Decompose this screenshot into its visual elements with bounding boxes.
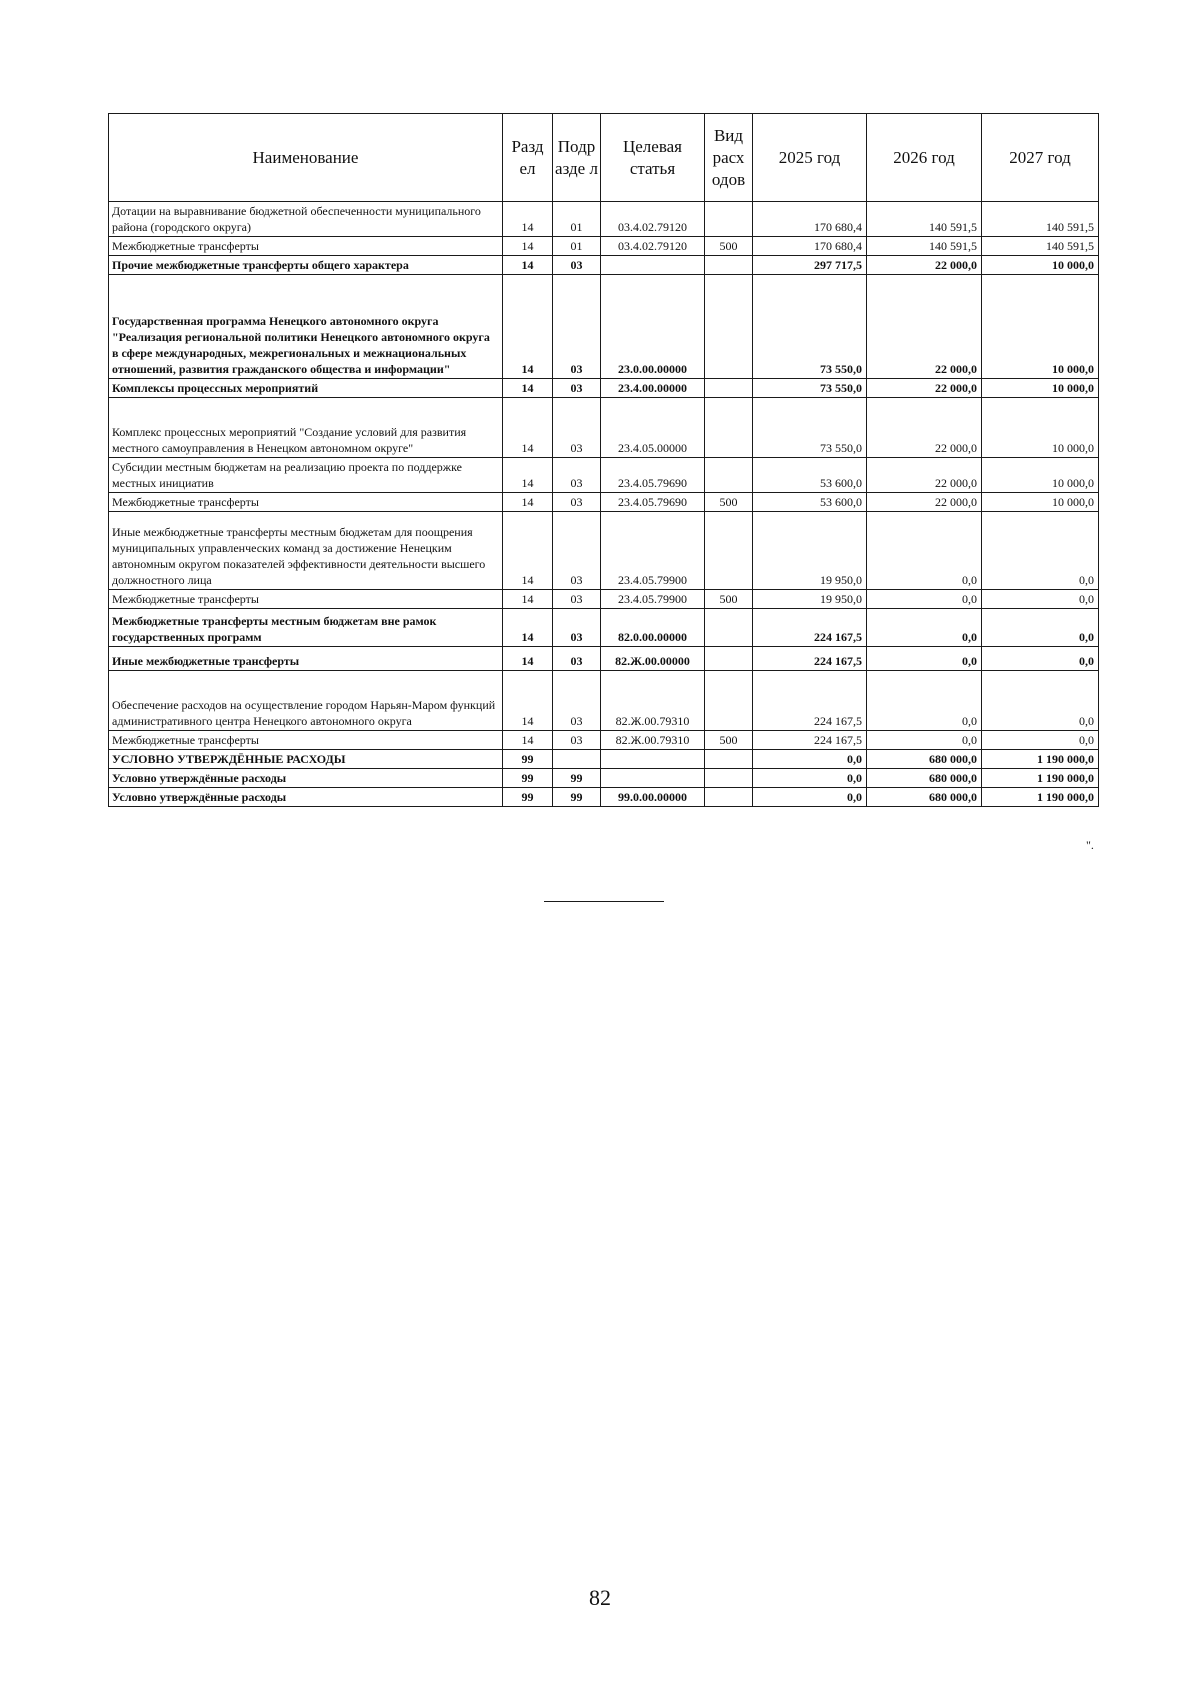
row-name: Межбюджетные трансферты	[109, 493, 503, 512]
row-amount-2025: 224 167,5	[753, 647, 867, 671]
row-expense-type	[705, 202, 753, 237]
row-amount-2027: 0,0	[982, 731, 1099, 750]
row-amount-2027: 1 190 000,0	[982, 788, 1099, 807]
row-target: 99.0.00.00000	[601, 788, 705, 807]
header-row	[109, 114, 1099, 202]
header-name: Наименование	[109, 114, 503, 202]
row-subsection: 03	[553, 398, 601, 458]
row-amount-2025: 73 550,0	[753, 379, 867, 398]
row-amount-2025: 224 167,5	[753, 671, 867, 731]
header-subsection: Подр азде л	[553, 114, 601, 202]
row-target: 23.4.05.00000	[601, 398, 705, 458]
budget-table	[108, 113, 1099, 807]
row-amount-2026: 680 000,0	[867, 788, 982, 807]
row-amount-2027: 10 000,0	[982, 379, 1099, 398]
row-section: 14	[503, 493, 553, 512]
table-row	[109, 379, 1099, 398]
row-name: Межбюджетные трансферты	[109, 590, 503, 609]
row-amount-2027: 140 591,5	[982, 237, 1099, 256]
table-row	[109, 458, 1099, 493]
row-section: 99	[503, 788, 553, 807]
row-amount-2025: 170 680,4	[753, 202, 867, 237]
row-subsection: 03	[553, 671, 601, 731]
table-row	[109, 256, 1099, 275]
row-subsection	[553, 750, 601, 769]
row-target: 82.0.00.00000	[601, 609, 705, 647]
row-name: Дотации на выравнивание бюджетной обеспеченности муниципального района (городского округа)	[109, 202, 503, 237]
page-number: 82	[589, 1585, 611, 1610]
row-amount-2027: 140 591,5	[982, 202, 1099, 237]
row-amount-2025: 73 550,0	[753, 398, 867, 458]
row-section: 14	[503, 512, 553, 590]
row-expense-type	[705, 512, 753, 590]
table-row	[109, 237, 1099, 256]
row-subsection: 03	[553, 493, 601, 512]
table-row	[109, 750, 1099, 769]
row-target: 23.4.05.79690	[601, 493, 705, 512]
row-amount-2025: 170 680,4	[753, 237, 867, 256]
header-2027: 2027 год	[982, 114, 1099, 202]
row-expense-type	[705, 398, 753, 458]
row-target: 23.4.05.79900	[601, 590, 705, 609]
row-amount-2025: 0,0	[753, 769, 867, 788]
row-target: 23.4.05.79690	[601, 458, 705, 493]
row-amount-2026: 22 000,0	[867, 275, 982, 379]
row-expense-type	[705, 671, 753, 731]
row-name: Комплексы процессных мероприятий	[109, 379, 503, 398]
row-amount-2027: 0,0	[982, 647, 1099, 671]
row-target: 03.4.02.79120	[601, 237, 705, 256]
row-name: Условно утверждённые расходы	[109, 769, 503, 788]
header-expense-type: Вид расх одов	[705, 114, 753, 202]
row-amount-2025: 0,0	[753, 750, 867, 769]
row-amount-2026: 140 591,5	[867, 202, 982, 237]
row-amount-2027: 10 000,0	[982, 398, 1099, 458]
table-row	[109, 671, 1099, 731]
row-amount-2026: 0,0	[867, 731, 982, 750]
row-section: 14	[503, 398, 553, 458]
row-subsection: 03	[553, 458, 601, 493]
row-amount-2025: 53 600,0	[753, 493, 867, 512]
row-amount-2026: 22 000,0	[867, 379, 982, 398]
row-amount-2027: 10 000,0	[982, 275, 1099, 379]
table-row	[109, 398, 1099, 458]
row-amount-2026: 22 000,0	[867, 398, 982, 458]
row-name: Прочие межбюджетные трансферты общего характера	[109, 256, 503, 275]
row-amount-2026: 0,0	[867, 512, 982, 590]
row-amount-2026: 0,0	[867, 647, 982, 671]
row-subsection: 03	[553, 275, 601, 379]
table-row	[109, 731, 1099, 750]
row-amount-2025: 53 600,0	[753, 458, 867, 493]
row-name: Субсидии местным бюджетам на реализацию проекта по поддержке местных инициатив	[109, 458, 503, 493]
row-subsection: 01	[553, 237, 601, 256]
row-target	[601, 750, 705, 769]
row-expense-type	[705, 275, 753, 379]
table-row	[109, 202, 1099, 237]
row-name: Иные межбюджетные трансферты	[109, 647, 503, 671]
row-section: 14	[503, 671, 553, 731]
row-amount-2027: 10 000,0	[982, 493, 1099, 512]
row-section: 14	[503, 609, 553, 647]
row-target: 82.Ж.00.00000	[601, 647, 705, 671]
table-row	[109, 590, 1099, 609]
row-name: Комплекс процессных мероприятий "Создание условий для развития местного самоуправления в Ненецком автономном округе"	[109, 398, 503, 458]
row-amount-2025: 224 167,5	[753, 609, 867, 647]
row-section: 99	[503, 750, 553, 769]
row-name: Условно утверждённые расходы	[109, 788, 503, 807]
row-section: 14	[503, 379, 553, 398]
row-expense-type: 500	[705, 731, 753, 750]
row-amount-2027: 1 190 000,0	[982, 750, 1099, 769]
table-row	[109, 788, 1099, 807]
row-target: 23.4.05.79900	[601, 512, 705, 590]
header-2026: 2026 год	[867, 114, 982, 202]
row-amount-2026: 22 000,0	[867, 256, 982, 275]
row-amount-2027: 1 190 000,0	[982, 769, 1099, 788]
row-amount-2026: 22 000,0	[867, 493, 982, 512]
row-section: 14	[503, 590, 553, 609]
row-expense-type	[705, 379, 753, 398]
row-amount-2025: 19 950,0	[753, 590, 867, 609]
row-target: 82.Ж.00.79310	[601, 671, 705, 731]
row-expense-type	[705, 788, 753, 807]
row-amount-2025: 19 950,0	[753, 512, 867, 590]
table-row	[109, 493, 1099, 512]
table-row	[109, 275, 1099, 379]
row-amount-2026: 680 000,0	[867, 750, 982, 769]
row-amount-2026: 680 000,0	[867, 769, 982, 788]
row-name: Государственная программа Ненецкого автономного округа "Реализация региональной политики Ненецкого автономного округа в сфере международных, межрегиональных и межнациональных отношений, развития гражданского общества и информации"	[109, 275, 503, 379]
header-2025: 2025 год	[753, 114, 867, 202]
row-amount-2026: 0,0	[867, 671, 982, 731]
row-subsection: 99	[553, 769, 601, 788]
row-section: 14	[503, 731, 553, 750]
row-subsection: 99	[553, 788, 601, 807]
row-amount-2027: 0,0	[982, 590, 1099, 609]
table-row	[109, 609, 1099, 647]
row-amount-2026: 22 000,0	[867, 458, 982, 493]
row-amount-2025: 73 550,0	[753, 275, 867, 379]
row-target	[601, 769, 705, 788]
row-section: 14	[503, 256, 553, 275]
row-amount-2026: 0,0	[867, 590, 982, 609]
row-amount-2027: 10 000,0	[982, 458, 1099, 493]
row-expense-type: 500	[705, 237, 753, 256]
row-expense-type: 500	[705, 590, 753, 609]
row-section: 14	[503, 647, 553, 671]
row-expense-type	[705, 750, 753, 769]
row-section: 14	[503, 458, 553, 493]
table-row	[109, 647, 1099, 671]
header-target: Целевая статья	[601, 114, 705, 202]
row-amount-2027: 0,0	[982, 609, 1099, 647]
row-expense-type	[705, 647, 753, 671]
row-subsection: 03	[553, 512, 601, 590]
row-subsection: 03	[553, 647, 601, 671]
row-subsection: 03	[553, 256, 601, 275]
row-amount-2027: 0,0	[982, 512, 1099, 590]
row-amount-2025: 224 167,5	[753, 731, 867, 750]
row-subsection: 03	[553, 731, 601, 750]
row-expense-type	[705, 609, 753, 647]
row-expense-type	[705, 256, 753, 275]
continuation-mark: ".	[1086, 838, 1094, 852]
table-row	[109, 512, 1099, 590]
row-expense-type: 500	[705, 493, 753, 512]
row-target: 23.0.00.00000	[601, 275, 705, 379]
row-expense-type	[705, 769, 753, 788]
row-name: Обеспечение расходов на осуществление городом Нарьян-Маром функций административного центра Ненецкого автономного округа	[109, 671, 503, 731]
row-target: 03.4.02.79120	[601, 202, 705, 237]
row-name: Межбюджетные трансферты	[109, 237, 503, 256]
row-target: 82.Ж.00.79310	[601, 731, 705, 750]
row-name: УСЛОВНО УТВЕРЖДЁННЫЕ РАСХОДЫ	[109, 750, 503, 769]
row-name: Межбюджетные трансферты	[109, 731, 503, 750]
row-subsection: 01	[553, 202, 601, 237]
end-rule	[544, 901, 664, 902]
row-target	[601, 256, 705, 275]
table-body	[109, 202, 1099, 807]
row-amount-2025: 0,0	[753, 788, 867, 807]
row-target: 23.4.00.00000	[601, 379, 705, 398]
row-section: 99	[503, 769, 553, 788]
row-section: 14	[503, 202, 553, 237]
row-subsection: 03	[553, 590, 601, 609]
row-amount-2026: 0,0	[867, 609, 982, 647]
row-name: Иные межбюджетные трансферты местным бюджетам для поощрения муниципальных управленческих команд за достижение Ненецким автономным округом показателей эффективности деятельности высшего должностного лица	[109, 512, 503, 590]
row-amount-2025: 297 717,5	[753, 256, 867, 275]
row-expense-type	[705, 458, 753, 493]
row-subsection: 03	[553, 379, 601, 398]
header-section: Разд ел	[503, 114, 553, 202]
row-name: Межбюджетные трансферты местным бюджетам вне рамок государственных программ	[109, 609, 503, 647]
table-row	[109, 769, 1099, 788]
row-amount-2027: 10 000,0	[982, 256, 1099, 275]
row-section: 14	[503, 275, 553, 379]
row-amount-2026: 140 591,5	[867, 237, 982, 256]
row-section: 14	[503, 237, 553, 256]
row-amount-2027: 0,0	[982, 671, 1099, 731]
row-subsection: 03	[553, 609, 601, 647]
